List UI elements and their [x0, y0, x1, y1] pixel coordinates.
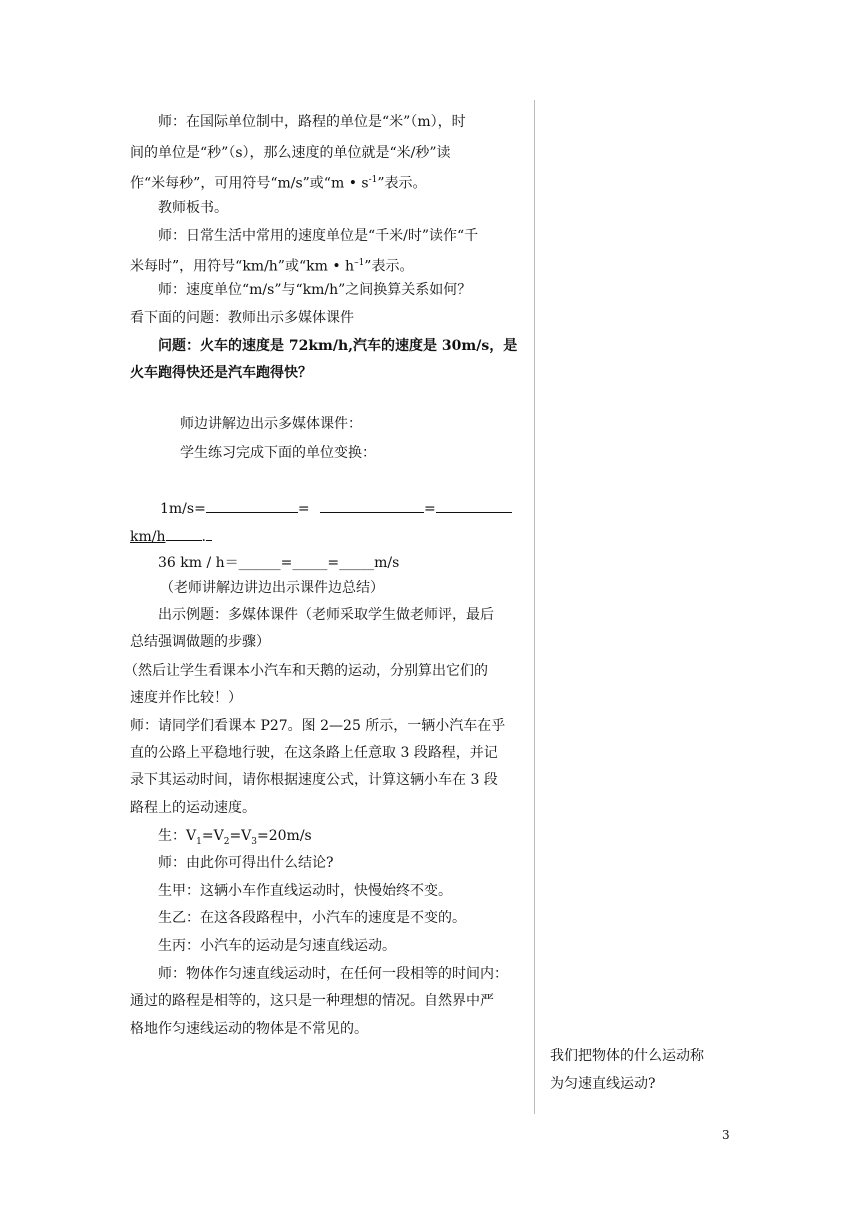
- para-line: 师：物体作匀速直线运动时，在任何一段相等的时间内：: [158, 966, 508, 982]
- para-line: 学生练习完成下面的单位变换：: [180, 445, 376, 461]
- para-line: [130, 826, 312, 852]
- para-line: 通过的路程是相等的，这只是一种理想的情况。自然界中严: [130, 993, 494, 1009]
- para-line: 师：请同学们看课本 P27。图 2—25 所示，一辆小汽车在乎: [130, 718, 506, 734]
- para-line: 生乙：在这各段路程中，小汽车的速度是不变的。: [158, 910, 466, 926]
- text-run: =: [424, 501, 436, 517]
- side-note-line: 我们把物体的什么运动称: [550, 1048, 704, 1064]
- question-line: 问题：火车的速度是 72km/h,汽车的速度是 30m/s，是: [158, 338, 518, 354]
- text-run: =V: [229, 828, 252, 844]
- exercise-line: [130, 526, 212, 547]
- para-line: 师：由此你可得出什么结论?: [158, 855, 334, 871]
- para-line: 路程上的运动速度。: [130, 800, 256, 816]
- para-line: （老师讲解边讲边出示课件边总结）: [160, 580, 384, 596]
- answer-blank: [206, 526, 212, 541]
- answer-blank: [206, 498, 298, 513]
- para-line: 直的公路上平稳地行驶，在这条路上任意取 3 段路程，并记: [130, 745, 498, 761]
- answer-blank: [320, 498, 424, 513]
- para-line: 看下面的问题：教师出示多媒体课件: [130, 310, 354, 326]
- text-run: =V: [201, 828, 224, 844]
- text-run: km/h: [130, 529, 166, 545]
- subscript: 3: [251, 836, 258, 847]
- para-line: 速度并作比较！）: [130, 690, 242, 706]
- text-run: ”表示。: [377, 175, 427, 192]
- superscript: -1: [368, 175, 378, 185]
- text-run: 米每时”，用符号“km/h”或“km • h: [130, 258, 355, 275]
- text-run: 作“米每秒”，可用符号“m/s”或“m • s: [130, 175, 369, 192]
- para-line: 格地作匀速线运动的物体是不常见的。: [130, 1021, 368, 1037]
- text-run: =20m/s: [257, 828, 312, 844]
- para-line: 生丙：小汽车的运动是匀速直线运动。: [158, 938, 396, 954]
- para-line: 师：速度单位“m/s”与“km/h”之间换算关系如何？: [158, 282, 472, 298]
- text-run: ”表示。: [364, 258, 414, 275]
- para-line: 生甲：这辆小车作直线运动时，快慢始终不变。: [158, 883, 452, 899]
- para-line: （然后让学生看课本小汽车和天鹅的运动，分别算出它们的: [124, 663, 488, 679]
- para-line: 师：在国际单位制中，路程的单位是“米”（m），时: [158, 114, 466, 130]
- answer-blank: [436, 498, 512, 513]
- para-line: 录下其运动时间，请你根据速度公式，计算这辆小车在 3 段: [130, 772, 498, 788]
- para-line: 间的单位是“秒”（s），那么速度的单位就是“米/秒”读: [130, 145, 451, 161]
- page-number: 3: [722, 1128, 730, 1142]
- side-note-line: 为匀速直线运动?: [550, 1076, 656, 1092]
- para-line: [130, 170, 427, 194]
- column-divider: [534, 100, 535, 1114]
- para-line: 师：日常生活中常用的速度单位是“千米/时”读作“千: [158, 228, 479, 244]
- para-line: 教师板书。: [158, 200, 228, 216]
- para-line: [130, 253, 413, 277]
- question-line: 火车跑得快还是汽车跑得快？: [130, 365, 312, 381]
- text-run: 生：V: [158, 828, 197, 844]
- text-run: 1m/s=: [160, 501, 206, 517]
- para-line: 总结强调做题的步骤）: [130, 634, 270, 650]
- subscript: 1: [196, 836, 202, 847]
- para-line: 出示例题：多媒体课件（老师采取学生做老师评，最后: [158, 607, 494, 623]
- superscript: –1: [354, 258, 365, 268]
- exercise-line: [160, 498, 512, 519]
- text-run: .: [201, 529, 206, 545]
- answer-blank: [166, 526, 202, 541]
- text-run: =: [297, 501, 310, 517]
- subscript: 2: [223, 836, 230, 847]
- exercise-line: 36 km / h＝______=_____=_____m/s: [158, 555, 400, 571]
- para-line: 师边讲解边出示多媒体课件：: [180, 416, 362, 432]
